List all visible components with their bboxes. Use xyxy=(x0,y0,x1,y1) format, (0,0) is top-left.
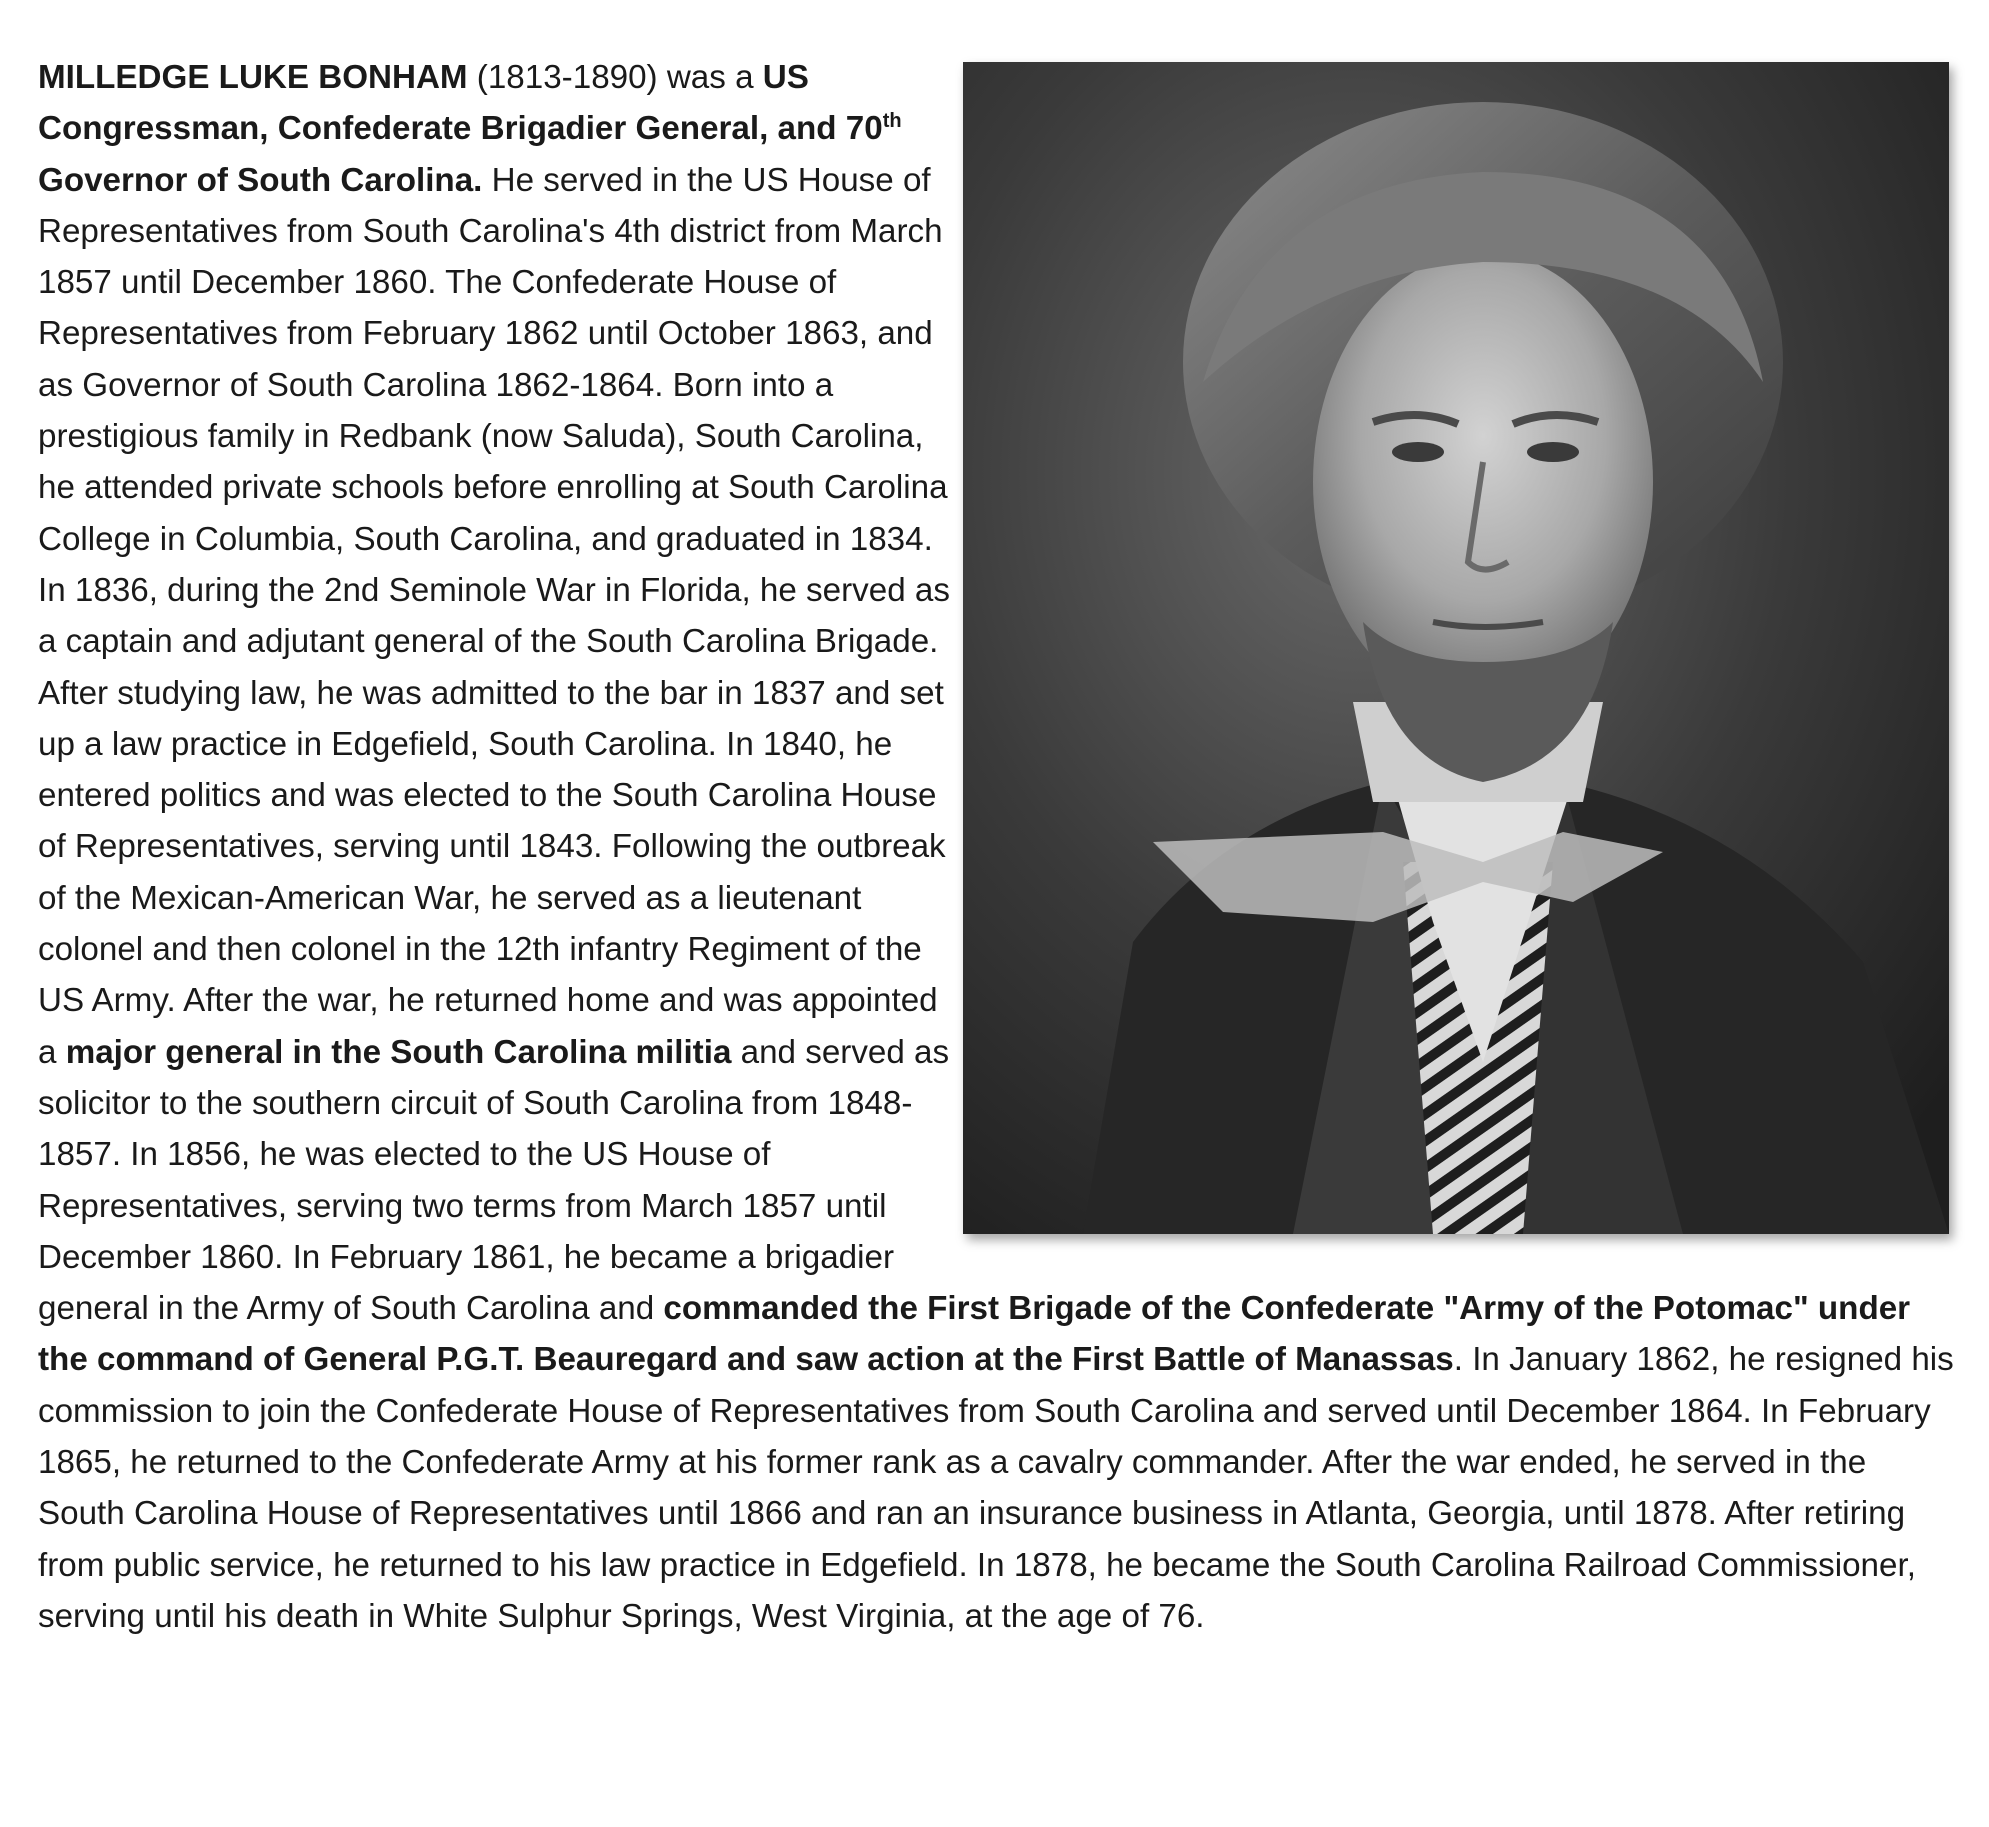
biography-text xyxy=(38,52,1958,1642)
offices-part-1: US Congressman, Confederate Brigadier General, and 70 xyxy=(38,59,883,148)
bio-paragraph-2: and served as solicitor to the southern circuit of South Carolina from 1848-1857. In 1856, he was elected to the US House of Representatives, serving two terms from March 1857 until December 1860. In February 1861, he became a brigadier general in the Army of South Carolina and xyxy=(38,1033,950,1328)
bio-paragraph-1: He served in the US House of Representatives from South Carolina's 4th district from March 1857 until December 1860. The Confederate House of Representatives from February 1862 until October 1863, and as Governor of South Carolina 1862-1864. Born into a prestigious family in Redbank (now Saluda), South Carolina, he attended private schools before enrolling at South Carolina College in Columbia, South Carolina, and graduated in 1834. In 1836, during the 2nd Seminole War in Florida, he served as a captain and adjutant general of the South Carolina Brigade. After studying law, he was admitted to the bar in 1837 and set up a law practice in Edgefield, South Carolina. In 1840, he entered politics and was elected to the South Carolina House of Representatives, serving until 1843. Following the outbreak of the Mexican-American War, he served as a lieutenant colonel and then colonel in the 12th infantry Regiment of the US Army. After the war, he returned home and was appointed a xyxy=(38,161,950,1071)
subject-name: MILLEDGE LUKE BONHAM xyxy=(38,59,468,96)
militia-rank: major general in the South Carolina militia xyxy=(65,1033,732,1071)
bio-paragraph-3: . In January 1862, he resigned his commission to join the Confederate House of Representatives from South Carolina and served until December 1864. In February 1865, he returned to the Confederate Army at his former rank as a cavalry commander. After the war ended, he served in the South Carolina House of Representatives until 1866 and ran an insurance business in Atlanta, Georgia, until 1878. After retiring from public service, he returned to his law practice in Edgefield. In 1878, he became the South Carolina Railroad Commissioner, serving until his death in White Sulphur Springs, West Virginia, at the age of 76. xyxy=(38,1341,1954,1635)
offices-part-2: Governor of South Carolina. xyxy=(38,161,483,199)
subject-years: (1813-1890) was a xyxy=(467,59,763,96)
brigade-command: commanded the First Brigade of the Confederate "Army of the Potomac" under the command of General P.G.T. Beauregard and saw action at the First Battle of Manassas xyxy=(38,1290,1911,1379)
portrait-spacer xyxy=(956,52,1958,1278)
ordinal-suffix: th xyxy=(882,110,902,133)
